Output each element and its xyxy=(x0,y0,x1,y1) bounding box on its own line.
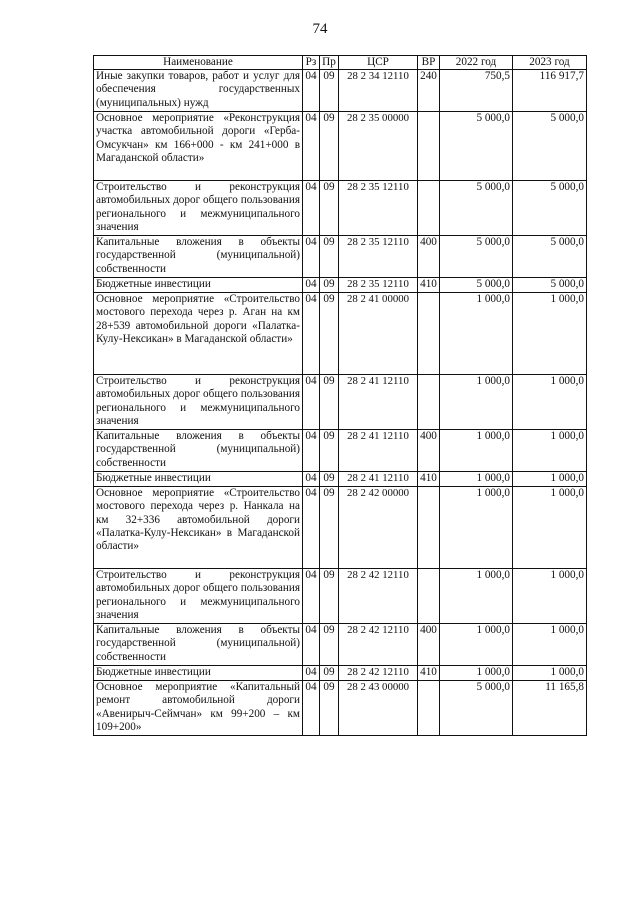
row-vr xyxy=(418,375,440,430)
row-vr: 410 xyxy=(418,278,440,293)
row-amount-2022: 5 000,0 xyxy=(440,112,513,181)
row-amount-2023: 1 000,0 xyxy=(513,624,587,666)
header-2022: 2022 год xyxy=(440,56,513,70)
row-name: Капитальные вложения в объекты государственной (муниципальной) собственности xyxy=(94,236,303,278)
table-row xyxy=(94,112,587,181)
row-rz: 04 xyxy=(303,472,320,487)
table-row xyxy=(94,681,587,736)
row-amount-2023: 1 000,0 xyxy=(513,293,587,375)
row-pr: 09 xyxy=(320,487,339,569)
row-amount-2022: 5 000,0 xyxy=(440,278,513,293)
row-name: Бюджетные инвестиции xyxy=(94,472,303,487)
row-rz: 04 xyxy=(303,236,320,278)
row-name: Основное мероприятие «Строительство мостового перехода через р. Аган на км 28+539 автомобильной дороги «Палатка-Кулу-Нексикан» в Магаданской области» xyxy=(94,293,303,375)
table-row xyxy=(94,487,587,569)
table-row xyxy=(94,624,587,666)
row-amount-2022: 5 000,0 xyxy=(440,236,513,278)
row-rz: 04 xyxy=(303,70,320,112)
table-row xyxy=(94,375,587,430)
row-name: Основное мероприятие «Реконструкция участка автомобильной дороги «Герба-Омсукчан» км 166+000 - км 241+000 в Магаданской области» xyxy=(94,112,303,181)
row-rz: 04 xyxy=(303,278,320,293)
row-name: Капитальные вложения в объекты государственной (муниципальной) собственности xyxy=(94,624,303,666)
row-csr: 28 2 42 00000 xyxy=(339,487,418,569)
row-rz: 04 xyxy=(303,487,320,569)
row-csr: 28 2 35 00000 xyxy=(339,112,418,181)
row-vr xyxy=(418,681,440,736)
header-2023: 2023 год xyxy=(513,56,587,70)
row-amount-2023: 1 000,0 xyxy=(513,375,587,430)
row-amount-2022: 750,5 xyxy=(440,70,513,112)
row-pr: 09 xyxy=(320,112,339,181)
row-pr: 09 xyxy=(320,375,339,430)
row-name: Строительство и реконструкция автомобильных дорог общего пользования регионального и межмуниципального значения xyxy=(94,375,303,430)
budget-table xyxy=(93,55,587,736)
table-row xyxy=(94,236,587,278)
row-csr: 28 2 41 00000 xyxy=(339,293,418,375)
row-csr: 28 2 42 12110 xyxy=(339,666,418,681)
row-amount-2023: 116 917,7 xyxy=(513,70,587,112)
row-name: Строительство и реконструкция автомобильных дорог общего пользования регионального и межмуниципального значения xyxy=(94,181,303,236)
table-row xyxy=(94,666,587,681)
row-name: Основное мероприятие «Строительство мостового перехода через р. Нанкала на км 32+336 автомобильной дороги «Палатка-Кулу-Нексикан» в Магаданской области» xyxy=(94,487,303,569)
header-pr: Пр xyxy=(320,56,339,70)
row-pr: 09 xyxy=(320,472,339,487)
row-pr: 09 xyxy=(320,293,339,375)
table-row xyxy=(94,472,587,487)
row-amount-2023: 1 000,0 xyxy=(513,472,587,487)
row-csr: 28 2 43 00000 xyxy=(339,681,418,736)
row-name: Бюджетные инвестиции xyxy=(94,278,303,293)
row-amount-2022: 1 000,0 xyxy=(440,666,513,681)
row-pr: 09 xyxy=(320,278,339,293)
row-amount-2023: 1 000,0 xyxy=(513,430,587,472)
row-vr xyxy=(418,569,440,624)
table-row xyxy=(94,278,587,293)
row-name: Бюджетные инвестиции xyxy=(94,666,303,681)
row-amount-2022: 5 000,0 xyxy=(440,181,513,236)
row-vr: 240 xyxy=(418,70,440,112)
row-csr: 28 2 41 12110 xyxy=(339,430,418,472)
header-csr: ЦСР xyxy=(339,56,418,70)
row-rz: 04 xyxy=(303,666,320,681)
row-amount-2022: 1 000,0 xyxy=(440,472,513,487)
row-rz: 04 xyxy=(303,181,320,236)
row-amount-2023: 1 000,0 xyxy=(513,487,587,569)
row-rz: 04 xyxy=(303,681,320,736)
header-rz: Рз xyxy=(303,56,320,70)
row-vr xyxy=(418,112,440,181)
row-vr xyxy=(418,487,440,569)
row-vr: 410 xyxy=(418,472,440,487)
table-row xyxy=(94,293,587,375)
row-amount-2022: 1 000,0 xyxy=(440,375,513,430)
header-name: Наименование xyxy=(94,56,303,70)
row-csr: 28 2 35 12110 xyxy=(339,278,418,293)
row-amount-2022: 1 000,0 xyxy=(440,487,513,569)
row-amount-2022: 5 000,0 xyxy=(440,681,513,736)
row-pr: 09 xyxy=(320,430,339,472)
row-amount-2023: 1 000,0 xyxy=(513,569,587,624)
row-rz: 04 xyxy=(303,569,320,624)
row-amount-2022: 1 000,0 xyxy=(440,430,513,472)
row-pr: 09 xyxy=(320,569,339,624)
row-amount-2023: 11 165,8 xyxy=(513,681,587,736)
row-amount-2023: 1 000,0 xyxy=(513,666,587,681)
row-rz: 04 xyxy=(303,112,320,181)
row-amount-2023: 5 000,0 xyxy=(513,112,587,181)
row-pr: 09 xyxy=(320,681,339,736)
row-name: Основное мероприятие «Капитальный ремонт автомобильной дороги «Авенирыч-Сеймчан» км 99+200 – км 109+200» xyxy=(94,681,303,736)
row-vr xyxy=(418,181,440,236)
row-vr: 400 xyxy=(418,624,440,666)
row-amount-2023: 5 000,0 xyxy=(513,181,587,236)
table-row xyxy=(94,70,587,112)
row-vr: 400 xyxy=(418,430,440,472)
row-csr: 28 2 41 12110 xyxy=(339,472,418,487)
row-amount-2022: 1 000,0 xyxy=(440,569,513,624)
row-pr: 09 xyxy=(320,181,339,236)
row-amount-2023: 5 000,0 xyxy=(513,236,587,278)
row-csr: 28 2 42 12110 xyxy=(339,569,418,624)
row-pr: 09 xyxy=(320,70,339,112)
row-rz: 04 xyxy=(303,430,320,472)
row-csr: 28 2 41 12110 xyxy=(339,375,418,430)
row-vr: 410 xyxy=(418,666,440,681)
page-number: 74 xyxy=(312,21,328,37)
row-csr: 28 2 34 12110 xyxy=(339,70,418,112)
row-csr: 28 2 35 12110 xyxy=(339,236,418,278)
row-rz: 04 xyxy=(303,624,320,666)
row-amount-2022: 1 000,0 xyxy=(440,624,513,666)
table-row xyxy=(94,181,587,236)
row-name: Строительство и реконструкция автомобильных дорог общего пользования регионального и межмуниципального значения xyxy=(94,569,303,624)
row-pr: 09 xyxy=(320,236,339,278)
row-vr: 400 xyxy=(418,236,440,278)
row-rz: 04 xyxy=(303,293,320,375)
table-header-row xyxy=(94,56,587,70)
row-name: Капитальные вложения в объекты государственной (муниципальной) собственности xyxy=(94,430,303,472)
row-pr: 09 xyxy=(320,624,339,666)
row-pr: 09 xyxy=(320,666,339,681)
row-csr: 28 2 42 12110 xyxy=(339,624,418,666)
row-rz: 04 xyxy=(303,375,320,430)
row-vr xyxy=(418,293,440,375)
row-amount-2023: 5 000,0 xyxy=(513,278,587,293)
row-amount-2022: 1 000,0 xyxy=(440,293,513,375)
header-vr: ВР xyxy=(418,56,440,70)
table-row xyxy=(94,430,587,472)
table-row xyxy=(94,569,587,624)
row-csr: 28 2 35 12110 xyxy=(339,181,418,236)
row-name: Иные закупки товаров, работ и услуг для обеспечения государственных (муниципальных) нужд xyxy=(94,70,303,112)
